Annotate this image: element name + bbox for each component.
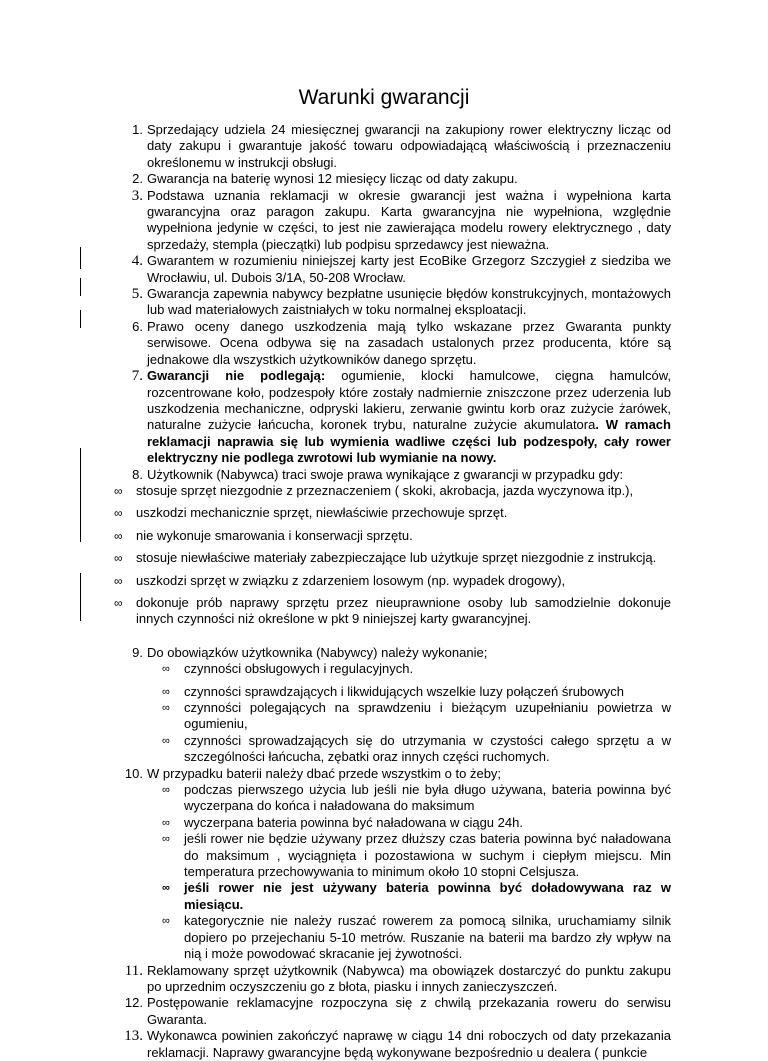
item-text: Gwarantem w rozumieniu niniejszej karty jest EcoBike Grzegorz Szczygieł z siedziba we Wrocławiu, ul. Dubois 3/1A, 50-208 Wrocław. [147,253,671,285]
list-item [131,187,671,254]
bullet-text: stosuje sprzęt niezgodnie z przeznaczeniem ( skoki, akrobacja, jazda wyczynowa itp.), [136,482,634,498]
bullet-item [162,913,671,962]
item-text: W przypadku baterii należy dbać przede wszystkim o to żeby; [147,765,502,781]
item-number: 1. [132,122,143,137]
list-item [124,765,671,782]
item-text: ogumienie, klocki hamulcowe, cięgna hamulców, rozcentrowane koło, podzespoły które zostały nadmiernie zniszczone przez uderzenia lub uszkodzenia mechaniczne, odpryski lakieru, zerwanie gwintu korb oraz zużycie żarówek, naturalne zużycie łańcucha, koronek trybu, naturalne zużycie akumulatora [147,368,672,433]
bullet-item [114,482,671,499]
bullet-icon: ∞ [162,702,170,714]
bullet-item [162,661,671,677]
bullet-item [114,572,671,589]
list-item [132,318,671,368]
item-text: Sprzedający udziela 24 miesięcznej gwarancji na zakupiony rower elektryczny licząc od daty zakupu i gwarantuje jakość towaru odpowiadającą właściwością i przeznaczeniu określonemu w instrukcji obsługi. [147,122,671,170]
bullet-text: stosuje niewłaściwe materiały zabezpieczające lub użytkuje sprzęt niezgodnie z instrukcją. [136,550,657,566]
bullet-icon: ∞ [162,833,170,846]
bullet-text: czynności sprowadzających się do utrzymania w czystości całego sprzętu a w szczególności łańcucha, zębatki oraz innych części ruchomych. [184,732,671,765]
bullet-icon: ∞ [114,595,123,610]
item-number: 12. [124,995,143,1011]
item-text: Prawo oceny danego uszkodzenia mają tylko wskazane przez Gwaranta punkty serwisowe. Ocena odbywa się na zasadach ustalonych przez producenta, które są jednakowe dla wszystkich użytkowników danego sprzętu. [147,318,671,367]
bullet-text: nie wykonuje smarowania i konserwacji sprzętu. [136,527,413,543]
item-text: Reklamowany sprzęt użytkownik (Nabywca) ma obowiązek dostarczyć do punktu zakupu po uprzednim oczyszczeniu go z błota, piasku i innych zanieczyszczeń. [147,962,671,994]
bullet-text: podczas pierwszego użycia lub jeśli nie była długo używana, bateria powinna być wyczerpana do końca i naładowana do maksimum [184,782,671,814]
item-text: Użytkownik (Nabywca) traci swoje prawa wynikające z gwarancji w przypadku gdy: [147,466,624,482]
bullet-item [162,831,671,880]
list-item [132,122,671,171]
item-lead: Gwarancji nie podlegają: [147,368,326,384]
bullet-item [114,505,671,521]
item-text: Podstawa uznania reklamacji w okresie gwarancji jest ważna i wypełniona karta gwarancyjna oraz paragon zakupu. Karta gwarancyjna nie wypełniona, względnie wypełniona jedynie w części, to jest nie zawierająca modelu rowery elektrycznego , daty sprzedaży, stempla (pieczątki) lub podpisu sprzedawcy jest nieważna. [147,187,671,252]
list-item [131,286,671,319]
bullet-item [114,527,671,544]
bullet-icon: ∞ [114,506,123,521]
battery-bullet-list [0,782,768,962]
item-number: 6. [132,318,143,334]
bullet-item [162,814,671,831]
list-item [124,995,671,1028]
bullet-item [162,700,671,733]
item-text: Postępowanie reklamacyjne rozpoczyna się z chwilą przekazania roweru do serwisu Gwaranta. [147,995,671,1027]
warranty-terms [0,122,768,1061]
list-item [124,962,671,996]
item-number: 4. [131,253,143,270]
list-item [132,466,671,483]
bullet-icon: ∞ [162,685,170,698]
bullet-text: uszkodzi mechanicznie sprzęt, niewłaściwie przechowuje sprzęt. [136,505,508,521]
bullet-text: wyczerpana bateria powinna być naładowana w ciągu 24h. [184,814,523,830]
bullet-text: czynności polegających na sprawdzeniu i bieżącym uzupełnianiu powietrza w ogumieniu, [184,700,671,732]
item-text: Do obowiązków użytkownika (Nabywcy) należy wykonanie; [147,644,488,660]
item-number: 11. [124,962,143,979]
list-item [131,368,672,466]
bullet-item [162,732,671,766]
item-text: Gwarancja na baterię wynosi 12 miesięcy licząc od daty zakupu. [147,171,518,187]
item-text: Gwarancja zapewnia nabywcy bezpłatne usunięcie błędów konstrukcyjnych, montażowych lub wad materiałowych zaistniałych w toku normalnej eksploatacji. [147,286,671,318]
item-number: 5. [131,286,143,303]
list-item [124,1028,671,1061]
item-number: 13. [124,1028,143,1045]
bullet-icon: ∞ [162,882,170,895]
bullet-text: czynności obsługowych i regulacyjnych. [184,661,414,677]
list-item [132,171,671,187]
bullet-text: kategorycznie nie należy ruszać rowerem za pomocą silnika, uruchamiamy silnik dopiero po przejechaniu 5-10 metrów. Ruszanie na baterii ma bardzo zły wpływ na nią i może powodować skracanie jej żywotności. [184,913,671,962]
bullet-text: dokonuje prób naprawy sprzętu przez nieuprawnione osoby lub samodzielnie dokonuje innych czynności niż określone w pkt 9 niniejszej karty gwarancyjnej. [136,594,671,627]
sub-bullet-list [0,661,768,765]
item-number: 7. [131,368,143,385]
item-number: 8. [132,466,143,482]
bullet-icon: ∞ [162,784,170,797]
bullet-item [162,782,671,815]
bullet-icon: ∞ [162,915,170,928]
bullet-icon: ∞ [162,734,170,747]
bullet-text: czynności sprawdzających i likwidujących wszelkie luzy połączeń śrubowych [184,683,625,699]
list-item [131,253,671,286]
bullet-list [0,483,768,628]
bullet-item [162,880,671,913]
bullet-item [114,550,671,566]
page-title: Warunki gwarancji [298,86,470,109]
item-tail: . W ramach reklamacji naprawia się lub wymienia wadliwe części lub podzespoły, cały rower elektryczny nie podlega zwrotowi lub wymianie na nowy. [147,417,671,466]
item-number: 9. [132,644,143,660]
bullet-icon: ∞ [114,483,123,498]
bullet-icon: ∞ [162,816,170,829]
bullet-icon: ∞ [114,551,123,566]
bullet-text: uszkodzi sprzęt w związku z zdarzeniem losowym (np. wypadek drogowy), [136,572,566,588]
bullet-text: jeśli rower nie jest używany bateria powinna być doładowywana raz w miesiącu. [184,880,671,912]
bullet-icon: ∞ [162,663,170,676]
bullet-icon: ∞ [114,573,123,588]
bullet-item [114,594,671,628]
bullet-icon: ∞ [114,528,123,543]
item-text: Wykonawca powinien zakończyć naprawę w ciągu 14 dni roboczych od daty przekazania reklamacji. Naprawy gwarancyjne będą wykonywane bezpośrednio u dealera ( punkcie [147,1028,671,1060]
bullet-item [162,683,671,700]
bullet-text: jeśli rower nie będzie używany przez dłuższy czas bateria powinna być naładowana do maksimum , wyciągnięta i pozostawiona w suchym i ciepłym miejscu. Min temperatura przechowywania to minimum około 10 stopni Celsjusza. [184,831,671,880]
item-number: 3. [131,187,143,204]
list-item [132,644,671,661]
item-number: 10. [124,765,143,781]
item-number: 2. [132,171,143,187]
